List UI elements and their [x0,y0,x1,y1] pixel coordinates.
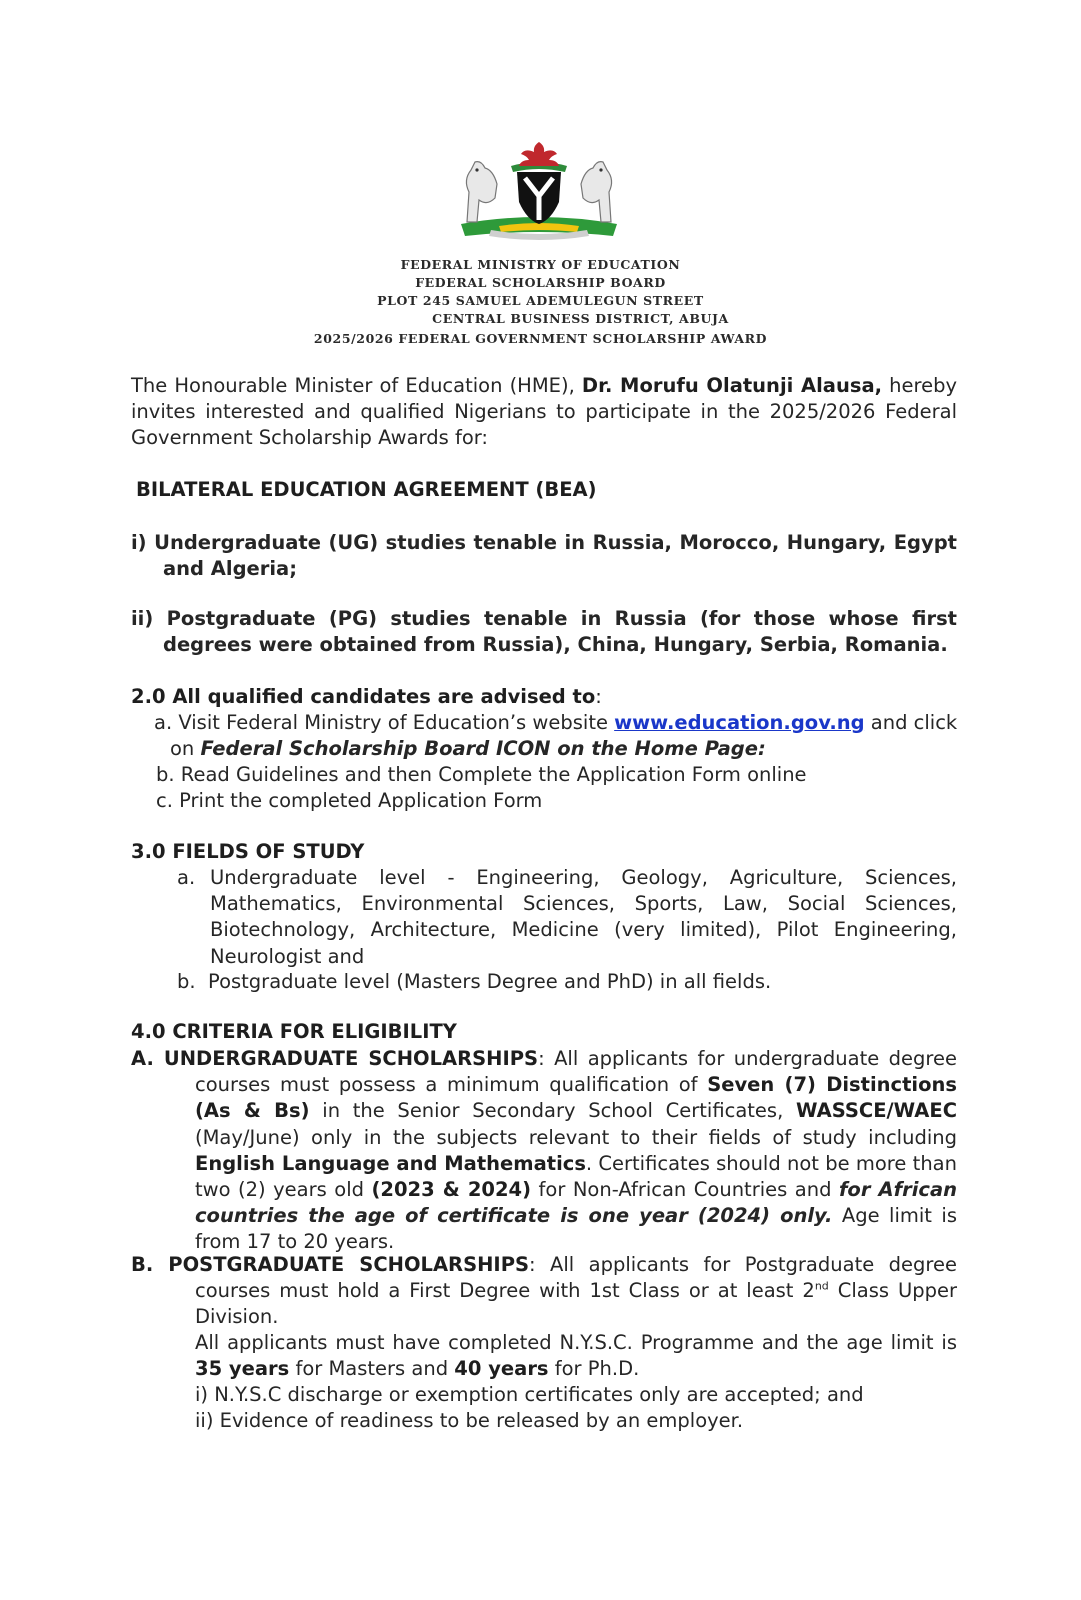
pg-text-5: for Masters and [289,1357,455,1381]
ug-wassce: WASSCE/WAEC [795,1099,958,1123]
pg-requirement-i: i) N.Y.S.C discharge or exemption certificates only are accepted; and [195,1383,864,1406]
ug-text-7: . Certificates should not be more than two (2) years old [195,1151,957,1202]
letterhead-address: PLOT 245 SAMUEL ADEMULEGUN STREET [377,293,704,308]
pg-superscript: nd [814,1279,829,1293]
intro-text-continued: hereby invites interested and qualified Nigerians to participate in the 2025/2026 Federal Government Scholarship Awards for: [131,374,957,450]
section2-item-c: c. Print the completed Application Form [156,789,543,812]
pg-text-3: All applicants must have completed N.Y.S.C. Programme and the age limit is [195,1331,957,1354]
section2-heading [131,684,602,710]
pg-nysc-requirement [195,1330,957,1382]
item-a-text: a. Visit Federal Ministry of Education’s website [154,711,615,734]
section2-item-a-continued [170,736,766,762]
ug-text-3: in the Senior Secondary School Certificates, [309,1099,796,1123]
section3-item-b-marker: b. [177,970,196,993]
bea-item-ug: i) Undergraduate (UG) studies tenable in Russia, Morocco, Hungary, Egypt and Algeria; [131,531,957,581]
section2-heading-text: 2.0 All qualified candidates are advised to [131,685,596,708]
item-a-suffix: and click [864,711,958,734]
ug-african-rule: for African countries the age of certificate is one year (2024) only. [195,1178,958,1228]
section3-item-a-marker: a. [177,866,196,889]
ug-text-1: : All applicants for undergraduate degree courses must possess a minimum qualification of [195,1047,957,1097]
undergraduate-criteria [131,1046,957,1256]
section3-heading: 3.0 FIELDS OF STUDY [131,840,365,863]
pg-text-2: Class Upper Division. [195,1279,958,1329]
intro-paragraph [131,373,957,452]
section3-item-a: Undergraduate level - Engineering, Geology, Agriculture, Sciences, Mathematics, Environmental Sciences, Sports, Law, Social Sciences, Biotechnology, Architecture, Medicine (very limited), Pilot Engineering, Neurologist and [210,866,957,968]
section2-item-a [154,710,957,736]
ug-years: (2023 & 2024) [371,1178,532,1202]
pg-text-7: for Ph.D. [548,1357,640,1381]
ug-text-9: for Non-African Countries and [531,1178,839,1202]
pg-requirement-ii: ii) Evidence of readiness to be released by an employer. [195,1409,744,1432]
ug-distinctions: Seven (7) Distinctions (As & Bs) [195,1073,958,1123]
section2-colon: : [595,685,602,708]
pg-text-1: : All applicants for Postgraduate degree courses must hold a First Degree with 1st Class or at least 2 [195,1253,957,1303]
postgraduate-criteria [131,1252,957,1331]
section3-item-b: Postgraduate level (Masters Degree and PhD) in all fields. [208,970,772,993]
pg-masters-age: 35 years [195,1357,290,1381]
ug-age-limit: Age limit is from 17 to 20 years. [195,1204,957,1254]
education-website-link[interactable]: www.education.gov.ng [614,711,865,734]
bea-heading: BILATERAL EDUCATION AGREEMENT (BEA) [136,478,597,501]
letterhead-board: FEDERAL SCHOLARSHIP BOARD [415,275,666,290]
ug-scholarships-heading: A. UNDERGRADUATE SCHOLARSHIPS [131,1047,539,1070]
section4-heading: 4.0 CRITERIA FOR ELIGIBILITY [131,1020,457,1043]
letterhead-district: CENTRAL BUSINESS DISTRICT, ABUJA [432,311,729,326]
minister-name: Dr. Morufu Olatunji Alausa, [581,374,883,397]
section2-item-b: b. Read Guidelines and then Complete the Application Form online [156,763,807,786]
intro-text: The Honourable Minister of Education (HME), [131,374,582,397]
pg-phd-age: 40 years [454,1357,549,1381]
letterhead-ministry: FEDERAL MINISTRY OF EDUCATION [400,257,681,272]
scholarship-board-icon-instruction: Federal Scholarship Board ICON on the Home Page: [200,737,766,760]
ug-subjects: English Language and Mathematics [195,1151,586,1175]
pg-scholarships-heading: B. POSTGRADUATE SCHOLARSHIPS [131,1253,530,1276]
letterhead-award: 2025/2026 FEDERAL GOVERNMENT SCHOLARSHIP AWARD [313,331,768,346]
item-a-on: on [170,737,201,760]
ug-text-5: (May/June) only in the subjects relevant to their fields of study including [195,1125,957,1149]
coat-of-arms-icon [441,140,637,240]
bea-item-pg: ii) Postgraduate (PG) studies tenable in Russia (for those whose first degrees were obtained from Russia), China, Hungary, Serbia, Romania. [131,607,957,657]
